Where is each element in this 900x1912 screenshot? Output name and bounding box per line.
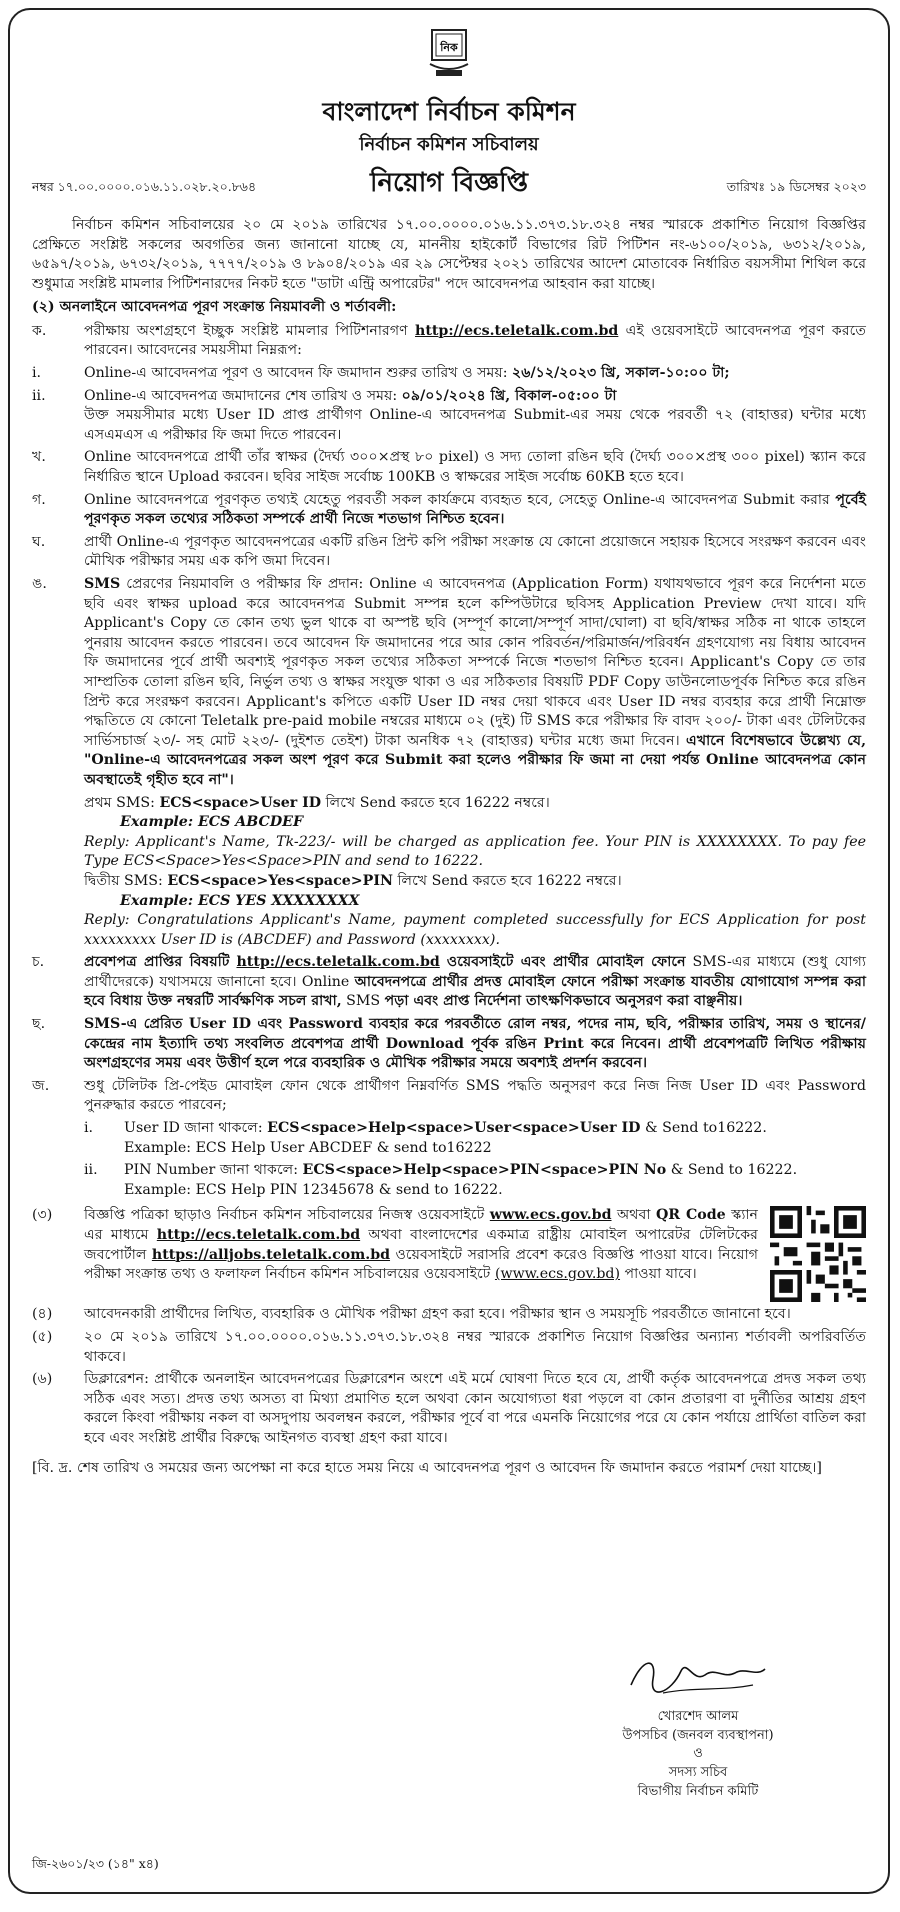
item-ga [32,491,866,530]
item-text: User ID জানা থাকলে: [124,1120,263,1137]
item-text: Online-এ আবেদনপত্র জমাদানের শেষ তারিখ ও সময়: [84,387,398,404]
section-label: (৩) [32,1207,53,1224]
item-label: ii. [32,387,46,404]
item-text: ২০ মে ২০১৯ তারিখে ১৭.০০.০০০০.০১৬.১১.৩৭৩.১৮.৩২৪ নম্বর স্মারকে প্রকাশিত নিয়োগ বিজ্ঞপ্তির অন্যান্য শর্তাবলী অপরিবর্তিত থাকবে। [84,1329,866,1365]
item-kha [32,448,866,487]
ecs-website-link[interactable]: (www.ecs.gov.bd) [494,1266,621,1283]
notice-date: তারিখঃ ১৯ ডিসেম্বর ২০২৩ [726,178,866,194]
item-text: অথবা [616,1207,651,1224]
item-text: উক্ত সময়সীমার মধ্যে User ID প্রাপ্ত প্রার্থীগণ Online-এ আবেদনপত্র Submit-এর সময় থেকে পরবর্তী ৭২ (বাহাত্তর) ঘন্টার মধ্যে এসএমএস এ পরীক্ষার ফি জমা দিতে পারবেন। [84,407,866,443]
notice-page [8,8,890,1894]
item-label: i. [84,1120,94,1137]
item-text: SMS [346,993,381,1010]
item-gha [32,533,866,572]
item-text: Online-এ আবেদনপত্র পূরণ ও আবেদন ফি জমাদান শুরুর তারিখ ও সময়: [84,365,508,382]
item-text: SMS-এর মাধ্যমে (শুধু যোগ্য প্রার্থীদেরকে) যথাসময়ে জানানো হবে। Online [84,954,866,990]
section-6 [32,1370,866,1448]
item-bold-text: প্রবেশপত্র প্রাপ্তির বিষয়টি [84,954,230,971]
item-text: PIN Number জানা থাকলে: [124,1162,299,1179]
section-2-title: (২) অনলাইনে আবেদনপত্র পূরণ সংক্রান্ত নিয়মাবলী ও শর্তাবলী: [32,299,397,316]
signatory-title: উপসচিব (জনবল ব্যবস্থাপনা) [622,1727,774,1743]
ecs-website-link[interactable]: www.ecs.gov.bd [489,1207,612,1224]
item-text: এই ওয়েবসাইটে আবেদনপত্র পূরণ করতে পারবেন। আবেদনের সময়সীমা নিম্নরূপ: [84,322,866,359]
item-bold-text: ওয়েবসাইটে এবং প্রার্থীর মোবাইল ফোনে [446,954,686,971]
item-text: Online আবেদনপত্রে পূরণকৃত তথ্যই যেহেতু পরবর্তী সকল কার্যক্রমে ব্যবহৃত হবে, সেহেতু Online-এ আবেদনপত্র Submit করার [84,491,830,508]
item-ja [32,1077,866,1204]
item-label: খ. [32,449,46,466]
org-name: বাংলাদেশ নির্বাচন কমিশন [322,96,576,126]
item-label: জ. [32,1077,50,1094]
item-text: স্ক্যান এর মাধ্যমে [84,1207,759,1244]
teletalk-link[interactable]: http://ecs.teletalk.com.bd [236,954,440,971]
item-label: গ. [32,491,46,508]
election-commission-logo [426,24,472,82]
item-chha [32,1015,866,1074]
section-label: (৫) [32,1329,53,1346]
item-ka [32,322,866,361]
signatory-conjunction: ও [693,1746,703,1762]
secretariat-name: নির্বাচন কমিশন সচিবালয় [359,134,539,156]
end-datetime: ০৯/০১/২০২৪ খ্রি, বিকাল-০৫:০০ টা [401,387,617,404]
teletalk-link[interactable]: http://ecs.teletalk.com.bd [415,322,619,339]
sms-example: Example: ECS YES XXXXXXXX [120,892,360,909]
item-bold-text: পড়া এবং প্রাপ্ত নির্দেশনা তাৎক্ষণিকভাবে অনুসরণ করা বাঞ্ছনীয়। [384,993,743,1010]
sms-format: ECS<space>Help<space>User<space>User ID [267,1120,641,1137]
item-text: পরীক্ষায় অংশগ্রহণে ইচ্ছুক সংশ্লিষ্ট মামলার পিটিশনারগণ [84,322,408,339]
reference-row [32,164,866,208]
signature-block [598,1649,798,1802]
signatory-committee: বিভাগীয় নির্বাচন কমিটি [637,1784,759,1800]
sms-format: ECS<space>Help<space>PIN<space>PIN No [302,1162,667,1179]
item-label: ঘ. [32,533,46,550]
item-text: & Send to16222. [644,1120,767,1137]
item-ii [32,387,866,446]
item-text: Online আবেদনপত্রে প্রার্থী তাঁর স্বাক্ষর (দৈর্ঘ্য ৩০০×প্রস্থ ৮০ pixel) ও সদ্য তোলা রঙিন ছবি (দৈর্ঘ্য ৩০০×প্রস্থ ৩০০ pixel) স্ক্যান করে নির্ধারিত স্থানে Upload করবেন। ছবির সাইজ সর্বোচ্চ 100KB ও স্বাক্ষরের সাইজ সর্বোচ্চ 60KB হতে হবে। [84,449,866,486]
item-label: ii. [84,1162,98,1179]
teletalk-link[interactable]: http://ecs.teletalk.com.bd [156,1227,361,1244]
section-4 [32,1305,866,1325]
item-bold-text: পূর্বেই পূরণকৃত সকল তথ্যের সঠিকতা সম্পর্কে প্রার্থী নিজে শতভাগ নিশ্চিত হবেন। [84,491,866,528]
item-text: প্রার্থী Online-এ পূরণকৃত আবেদনপত্রের একটি রঙিন প্রিন্ট কপি পরীক্ষা সংক্রান্ত যে কোনো প্রয়োজনে সহায়ক হিসেবে সংরক্ষণ করবেন এবং মৌখিক পরীক্ষার সময় এক কপি জমা দিবেন। [84,533,866,570]
sms-reply: Reply: Congratulations Applicant's Name, payment completed successfully for ECS Application for post xxxxxxxxx User ID is (ABCDEF) and Password (xxxxxxxx). [84,912,866,948]
signatory-role: সদস্য সচিব [668,1765,728,1781]
notice-title: নিয়োগ বিজ্ঞপ্তি [370,167,528,198]
logo-text: নিক [440,41,458,54]
alljobs-link[interactable]: https://alljobs.teletalk.com.bd [151,1246,391,1263]
item-bold-text: SMS-এ প্রেরিত User ID এবং Password ব্যবহার করে পরবর্তীতে রোল নম্বর, পদের নাম, ছবি, পরীক্ষার তারিখ, সময় ও স্থানের/কেন্দ্রের নাম ইত্যাদি তথ্য সংবলিত প্রবেশপত্র প্রার্থী Download পূর্বক রঙিন Print করে নিবেন। প্রার্থী প্রবেশপত্রটি লিখিত পরীক্ষায় অংশগ্রহণের সময় এবং উত্তীর্ণ হলে পরে ব্যবহারিক ও মৌখিক পরীক্ষার সময়ে অবশ্যই প্রদর্শন করবেন। [84,1016,866,1072]
item-cha [32,953,866,1012]
item-text: & Send to 16222. [670,1162,798,1179]
sms-label: প্রথম SMS: [84,794,155,811]
intro-paragraph: নির্বাচন কমিশন সচিবালয়ের ২০ মে ২০১৯ তারিখের ১৭.০০.০০০০.০১৬.১১.৩৭৩.১৮.৩২৪ নম্বর স্মারকে প্রকাশিত নিয়োগ বিজ্ঞপ্তির প্রেক্ষিতে সংশ্লিষ্ট সকলের অবগতির জন্য জানানো যাচ্ছে যে, মাননীয় হাইকোর্ট বিভাগের রিট পিটিশন নং-৬১০০/২০১৯, ৬৩১২/২০১৯, ৬৫৯৭/২০১৯, ৬৭৩২/২০১৯, ৭৭৭৭/২০১৯ ও ৮৯০৪/২০১৯ এর ২৯ সেপ্টেম্বর ২০২১ তারিখের আদেশ মোতাবেক নির্ধারিত বয়সসীমা শিথিল করে শুধুমাত্র সংশ্লিষ্ট মামলার পিটিশনারদের নিকট হতে "ডাটা এন্ট্রি অপারেটর" পদে আবেদনপত্র আহবান করা যাচ্ছে। [32,216,866,292]
sms-format: ECS<space>Yes<space>PIN [167,872,393,889]
advisory-note: [বি. দ্র. শেষ তারিখ ও সময়ের জন্য অপেক্ষা না করে হাতে সময় নিয়ে এ আবেদনপত্র পূরণ ও আবেদন ফি জমাদান করতে পরামর্শ দেয়া যাচ্ছে।] [32,1459,822,1476]
sms-example: Example: ECS Help User ABCDEF & send to16222 [124,1139,492,1156]
sms-instruction: লিখে Send করতে হবে 16222 নম্বরে। [397,872,622,889]
item-bold-text: এখানে বিশেষভাবে উল্লেখ্য যে, "Online-এ আবেদনপত্রের সকল অংশ পূরণ করে Submit করা হলেও পরীক্ষার ফি জমা না দেয়া পর্যন্ত Online আবেদনপত্র কোন অবস্থাতেই গৃহীত হবে না"। [84,732,867,788]
reference-number: নম্বর ১৭.০০.০০০০.০১৬.১১.০২৮.২০.৮৬৪ [32,178,257,194]
item-label: i. [32,365,42,382]
item-label: চ. [32,954,45,971]
start-datetime: ২৬/১২/২০২৩ খ্রি, সকাল-১০:০০ টা; [512,365,730,382]
item-text: ওয়েবসাইটে সরাসরি প্রবেশ করেও বিজ্ঞপ্তি পাওয়া যাবে। নিয়োগ পরীক্ষা সংক্রান্ত তথ্য ও ফলাফল নির্বাচন কমিশন সচিবালয়ের ওয়েবসাইটে [84,1246,758,1283]
section-5 [32,1328,866,1367]
qr-code-icon[interactable] [770,1206,866,1302]
item-label: ছ. [32,1016,46,1033]
item-text: ডিক্লারেশন: প্রার্থীকে অনলাইন আবেদনপত্রের ডিক্লারেশন অংশে এই মর্মে ঘোষণা দিতে হবে যে, প্রার্থী কর্তৃক আবেদনপত্রে প্রদত্ত সকল তথ্য সঠিক এবং সত্য। প্রদত্ত তথ্য অসত্য বা মিথ্যা প্রমাণিত হলে অথবা কোন অযোগ্যতা ধরা পড়লে বা কোন প্রতারণা বা দুর্নীতির আশ্রয় গ্রহণ করলে কিংবা পরীক্ষায় নকল বা অসদুপায় অবলম্বন করলে, পরীক্ষার পূর্বে বা পরে এমনকি নিয়োগের পরে যে কোন পর্যায়ে প্রার্থিতা বাতিল করা হবে এবং সংশ্লিষ্ট প্রার্থীর বিরুদ্ধে আইনগত ব্যবস্থা গ্রহণ করা যাবে। [84,1371,866,1446]
item-text: অথবা বাংলাদেশের একমাত্র রাষ্ট্রীয় মোবাইল অপারেটর টেলিটকের জবপোর্টাল [84,1227,758,1263]
item-text: শুধু টেলিটক প্রি-পেইড মোবাইল ফোন থেকে প্রার্থীগণ নিম্নবর্ণিত SMS পদ্ধতি অনুসরণ করে নিজ নিজ User ID এবং Password পুনরুদ্ধার করতে পারবেন; [84,1077,866,1114]
sms-example: Example: ECS Help PIN 12345678 & send to 16222. [124,1181,503,1198]
item-text: প্রেরণের নিয়মাবলি ও পরীক্ষার ফি প্রদান: Online এ আবেদনপত্র (Application Form) যথাযথভাবে পূরণ করে নির্দেশনা মতে ছবি এবং স্বাক্ষর upload করে আবেদনপত্র Submit সম্পন্ন হলে কম্পিউটারে ছবিসহ Application Preview দেখা যাবে। যদি Applicant's Copy তে কোন তথ্য ভুল থাকে বা অস্পষ্ট ছবি (সম্পূর্ণ কালো/সম্পূর্ণ সাদা/ঘোলা) বা ছবি/স্বাক্ষর সঠিক না থাকে তাহলে পুনরায় আবেদন করতে পারবেন। তবে আবেদন ফি জমাদানের পরে আর কোন পরিবর্তন/পরিমার্জন/পরিবর্ধন গ্রহণযোগ্য নয় বিধায় আবেদন ফি জমাদানের পূর্বে প্রার্থী অবশ্যই পূরণকৃত সকল তথ্যের সঠিকতা সম্পর্কে নিজে শতভাগ নিশ্চিত হবেন। Applicant's Copy তে তার সাম্প্রতিক তোলা রঙিন ছবি, নির্ভুল তথ্য ও স্বাক্ষর সংযুক্ত থাকা ও এর সঠিকতার বিষয়টি PDF Copy ডাউনলোডপূর্বক নিশ্চিত করে রঙিন প্রিন্ট করে সংরক্ষণ করবেন। Applicant's কপিতে একটি User ID নম্বর দেয়া থাকবে এবং User ID নম্বর ব্যবহার করে প্রার্থী নিম্নোক্ত পদ্ধতিতে যে কোনো Teletalk pre-paid mobile নম্বরের মাধ্যমে ০২ (দুই) টি SMS করে পরীক্ষার ফি বাবদ ২০০/- টাকা এবং টেলিটকের সার্ভিসচার্জ ২৩/- সহ মোট ২২৩/- (দুইশত তেইশ) টাকা অনধিক ৭২ (বাহাত্তর) ঘন্টার মধ্যে জমা দিবেন। [84,576,866,749]
item-text: পাওয়া যাবে। [624,1266,697,1283]
item-lead: SMS [84,576,121,593]
sms-format: ECS<space>User ID [159,794,322,811]
section-label: (৬) [32,1371,53,1388]
qr-code-label: QR Code [655,1207,726,1224]
item-uma [32,575,866,950]
section-3 [32,1206,866,1302]
header [32,24,866,158]
section-label: (৪) [32,1306,53,1323]
item-text: বিজ্ঞপ্তি পত্রিকা ছাড়াও নির্বাচন কমিশন সচিবালয়ের নিজস্ব ওয়েবসাইটে [84,1207,485,1224]
sms-example: Example: ECS ABCDEF [120,814,304,831]
footer-code: জি-২৬০১/২৩ (১৪" x৪) [32,1855,159,1871]
sms-reply: Reply: Applicant's Name, Tk-223/- will be charged as application fee. Your PIN is XXXXXXXX. To pay fee Type ECS<Space>Yes<Space>PIN and send to 16222. [84,833,866,870]
item-label: ক. [32,322,47,339]
signatory-name: খোরশেদ আলম [657,1708,739,1724]
item-label: ঙ. [32,576,47,593]
item-bold-text: আবেদনপত্রে প্রার্থীর প্রদত্ত মোবাইল ফোনে পরীক্ষা সংক্রান্ত যাবতীয় যোগাযোগ সম্পন্ন করা হবে বিধায় উক্ত নম্বরটি সার্বক্ষণিক সচল রাখা, [84,973,866,1010]
sms-label: দ্বিতীয় SMS: [84,872,163,889]
sms-instruction: লিখে Send করতে হবে 16222 নম্বরে। [325,794,550,811]
item-text: আবেদনকারী প্রার্থীদের লিখিত, ব্যবহারিক ও মৌখিক পরীক্ষা গ্রহণ করা হবে। পরীক্ষার স্থান ও সময়সূচি পরবর্তীতে জানানো হবে। [84,1306,791,1323]
signature-mark [623,1649,773,1701]
item-i [32,364,866,384]
